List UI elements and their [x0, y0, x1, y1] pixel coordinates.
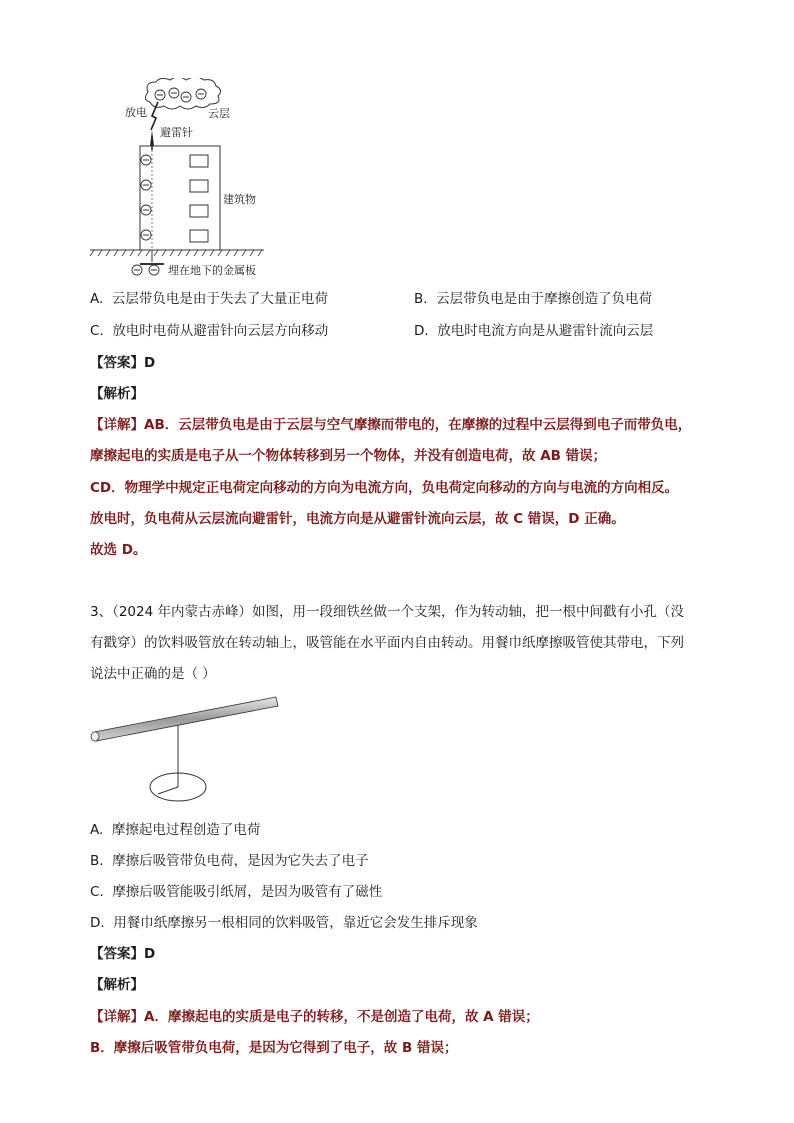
option-key: B. [414, 291, 428, 307]
option-key: D. [90, 915, 105, 931]
option-key: C. [90, 884, 104, 900]
q3-stem-line-1: 3、（2024 年内蒙古赤峰）如图，用一段细铁丝做一个支架，作为转动轴，把一根中间戳有小孔（没 [90, 604, 684, 620]
cloud-charges [155, 88, 206, 102]
label-discharge: 放电 [125, 106, 147, 119]
option-text: 摩擦后吸管带负电荷，是因为它失去了电子 [112, 853, 369, 869]
q2-detail-line-4: 放电时，负电荷从云层流向避雷针，电流方向是从避雷针流向云层，故 C 错误，D 正确。 [90, 511, 625, 527]
q3-stem-line-3: 说法中正确的是（ ） [90, 666, 216, 682]
lightning-rod-diagram [88, 78, 288, 280]
q3-option-b [90, 852, 369, 870]
straw [94, 697, 278, 741]
q2-option-b [414, 290, 652, 308]
building-windows [190, 155, 208, 242]
q3-option-a [90, 821, 260, 839]
label-lightning-rod: 避雷针 [160, 126, 193, 139]
option-text: 用餐巾纸摩擦另一根相同的饮料吸管，靠近它会发生排斥现象 [113, 915, 478, 931]
q2-option-a [90, 290, 328, 308]
q3-detail-line-2: B．摩擦后吸管带负电荷，是因为它得到了电子，故 B 错误； [90, 1040, 458, 1056]
answer-label: 【答案】 [90, 355, 144, 371]
answer-value: D [144, 355, 156, 371]
q2-option-d [414, 322, 653, 340]
label-metal-plate: 埋在地下的金属板 [168, 264, 256, 277]
q2-detail-line-1 [90, 416, 691, 434]
q2-detail-line-5: 故选 D。 [90, 542, 147, 558]
answer-value: D [144, 946, 156, 962]
detail-text: A．摩擦起电的实质是电子的转移，不是创造了电荷，故 A 错误； [144, 1009, 539, 1025]
option-text: 摩擦起电过程创造了电荷 [111, 822, 261, 838]
label-building: 建筑物 [223, 193, 256, 206]
q2-detail-line-3: CD．物理学中规定正电荷定向移动的方向为电流方向，负电荷定向移动的方向与电流的方向相反。 [90, 480, 679, 496]
q2-answer [90, 354, 155, 372]
q2-analysis-label: 【解析】 [90, 386, 144, 402]
straw-pivot-diagram [88, 690, 288, 810]
q2-option-c [90, 322, 328, 340]
option-text: 放电时电流方向是从避雷针流向云层 [437, 323, 654, 339]
option-text: 云层带负电是由于失去了大量正电荷 [111, 291, 328, 307]
q3-stem-line-2: 有戳穿）的饮料吸管放在转动轴上，吸管能在水平面内自由转动。用餐巾纸摩擦吸管使其带电，下列 [90, 635, 684, 651]
building-charges [141, 155, 151, 240]
detail-label: 【详解】 [90, 1009, 144, 1025]
option-key: D. [414, 323, 429, 339]
q3-analysis-label: 【解析】 [90, 977, 144, 993]
option-text: 放电时电荷从避雷针向云层方向移动 [112, 323, 329, 339]
option-text: 云层带负电是由于摩擦创造了负电荷 [436, 291, 653, 307]
option-text: 摩擦后吸管能吸引纸屑，是因为吸管有了磁性 [112, 884, 383, 900]
option-key: A. [90, 291, 104, 307]
option-key: B. [90, 853, 104, 869]
q3-detail-line-1 [90, 1008, 539, 1026]
q3-answer [90, 945, 155, 963]
q2-detail-line-2: 摩擦起电的实质是电子从一个物体转移到另一个物体，并没有创造电荷，故 AB 错误； [90, 448, 607, 464]
answer-label: 【答案】 [90, 946, 144, 962]
option-key: C. [90, 323, 104, 339]
detail-label: 【详解】 [90, 417, 144, 433]
q3-option-c [90, 883, 382, 901]
q3-option-d [90, 914, 478, 932]
option-key: A. [90, 822, 104, 838]
detail-text: AB．云层带负电是由于云层与空气摩擦而带电的，在摩擦的过程中云层得到电子而带负电， [144, 417, 692, 433]
rod-tip [150, 130, 154, 146]
label-cloud: 云层 [208, 107, 230, 120]
